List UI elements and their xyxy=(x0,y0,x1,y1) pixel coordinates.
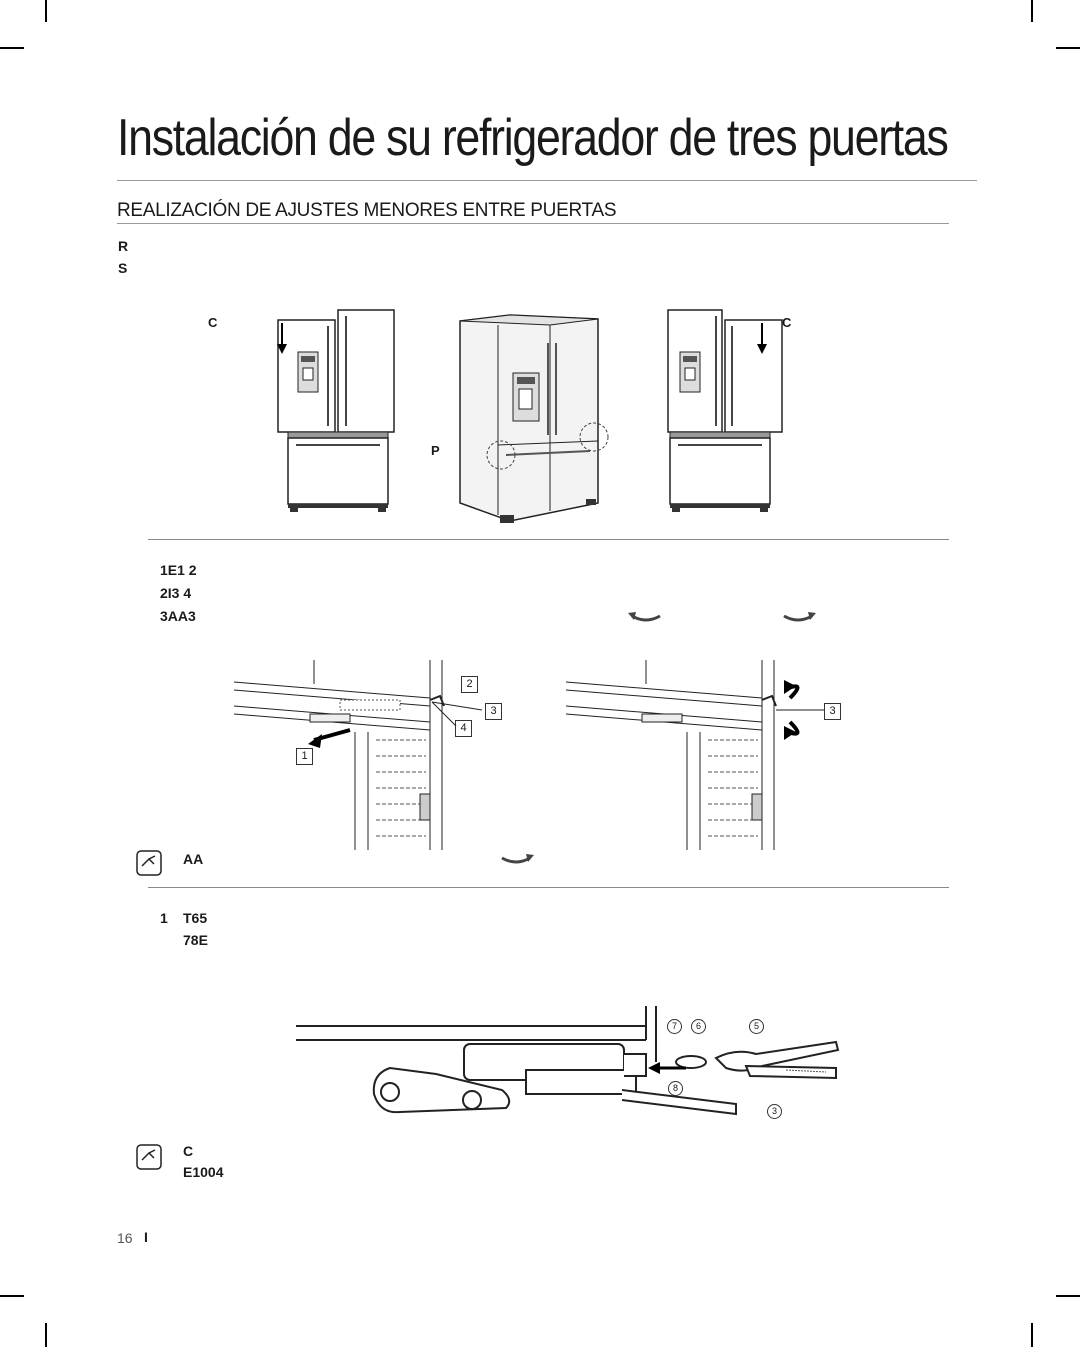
crop-mark xyxy=(1056,47,1080,49)
crop-mark xyxy=(1056,1295,1080,1297)
fridge-front-left-illustration xyxy=(276,308,396,518)
callout-2: 2 xyxy=(461,676,478,693)
page-number: 16 xyxy=(117,1230,133,1246)
hinge-adjust-illustration xyxy=(562,660,822,850)
note-icon xyxy=(136,850,162,876)
callout-3: 3 xyxy=(485,703,502,720)
note1-text: AA xyxy=(183,851,204,867)
callout-8: 8 xyxy=(668,1081,683,1096)
intro-line-2: S xyxy=(118,260,128,276)
hinge-removal-illustration xyxy=(230,660,460,850)
divider-1 xyxy=(148,539,949,540)
callout-4: 4 xyxy=(455,720,472,737)
step-b-line-2: 78E xyxy=(183,932,208,948)
footer-separator: I xyxy=(144,1229,148,1245)
crop-mark xyxy=(0,1295,24,1297)
callout-7: 7 xyxy=(667,1019,682,1034)
section-divider xyxy=(117,223,949,224)
note2-line-2: E1004 xyxy=(183,1164,224,1180)
section-title: REALIZACIÓN DE AJUSTES MENORES ENTRE PUERTAS xyxy=(117,200,617,221)
step-line-2: 2I3 4 xyxy=(160,585,192,601)
figure1-label-p1: P xyxy=(431,443,440,458)
callout-3-fig3: 3 xyxy=(767,1104,782,1119)
rotate-clockwise-small-icon xyxy=(498,852,534,868)
callout-6: 6 xyxy=(691,1019,706,1034)
page-title: Instalación de su refrigerador de tres puertas xyxy=(117,109,948,167)
rotate-clockwise-icon xyxy=(780,610,816,626)
title-divider xyxy=(117,180,977,181)
intro-line-1: R xyxy=(118,238,129,254)
figure1-label-right: C xyxy=(782,315,792,330)
crop-mark xyxy=(1031,0,1033,22)
callout-1: 1 xyxy=(296,748,313,765)
note2-line-1: C xyxy=(183,1143,194,1159)
rotate-counterclockwise-icon xyxy=(628,610,664,626)
crop-mark xyxy=(1031,1323,1033,1347)
divider-2 xyxy=(148,887,949,888)
callout-3-right: 3 xyxy=(824,703,841,720)
fridge-perspective-illustration xyxy=(458,315,618,527)
step-line-3: 3AA3 xyxy=(160,608,196,624)
step-line-1: 1E1 2 xyxy=(160,562,197,578)
crop-mark xyxy=(45,0,47,22)
callout-5: 5 xyxy=(749,1019,764,1034)
crop-mark xyxy=(0,47,24,49)
step-b-number: 1 xyxy=(160,910,168,926)
fridge-front-right-illustration xyxy=(666,308,786,518)
crop-mark xyxy=(45,1323,47,1347)
note-icon xyxy=(136,1144,162,1170)
figure1-label-left: C xyxy=(208,315,218,330)
step-b-line-1: T65 xyxy=(183,910,208,926)
leader-lines xyxy=(430,680,490,740)
